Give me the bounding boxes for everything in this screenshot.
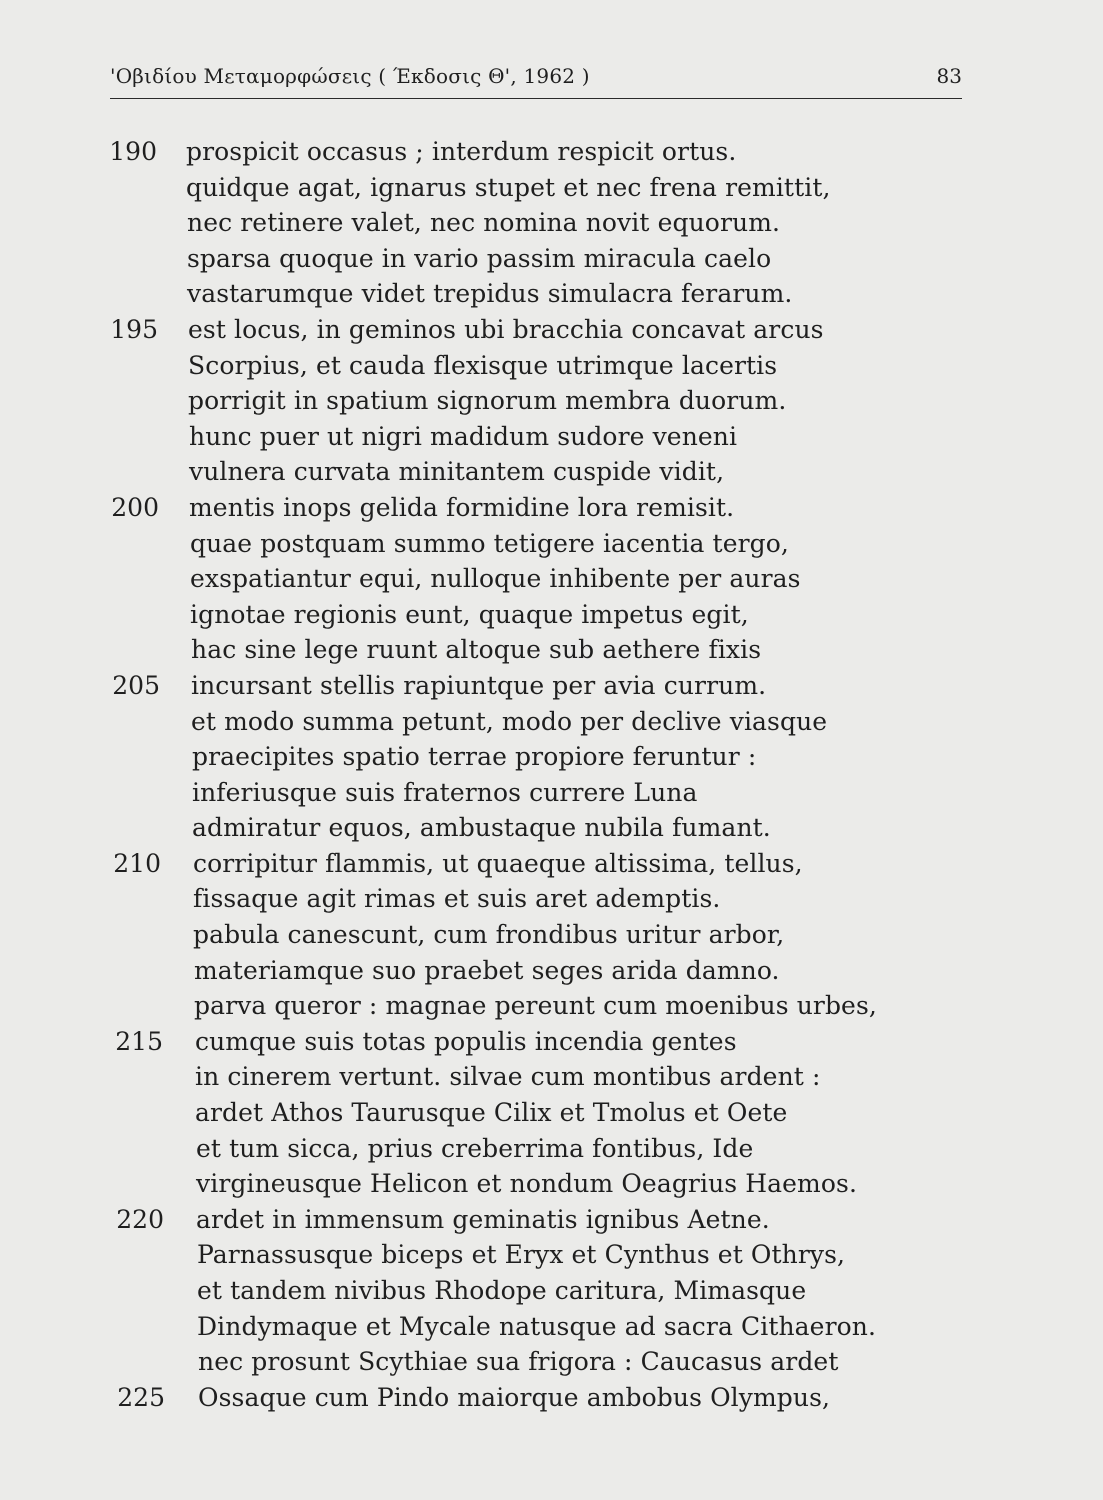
verse-text-line: Ossaque cum Pindo maiorque ambobus Olympus, xyxy=(198,1382,831,1412)
verse-line xyxy=(0,917,1103,953)
verse-line xyxy=(0,276,1103,312)
verse-line xyxy=(0,1344,1103,1380)
verse-text-line: incursant stellis rapiuntque per avia currum. xyxy=(191,670,767,700)
verse-line xyxy=(0,953,1103,989)
verse-text-line: admiratur equos, ambustaque nubila fumant. xyxy=(192,813,771,843)
verse-line xyxy=(0,775,1103,811)
verse-text-line: virgineusque Helicon et nondum Oeagrius Haemos. xyxy=(196,1169,857,1199)
verse-line xyxy=(0,348,1103,384)
verse-text-line: pabula canescunt, cum frondibus uritur arbor, xyxy=(193,920,785,950)
verse-text-line: ignotae regionis eunt, quaque impetus egit, xyxy=(190,599,749,629)
verse-text-line: Dindymaque et Mycale natusque ad sacra Cithaeron. xyxy=(197,1311,877,1341)
line-number: 205 xyxy=(112,670,160,700)
verse-text-line: et tandem nivibus Rhodope caritura, Mimasque xyxy=(197,1276,807,1305)
verse-line xyxy=(0,561,1103,597)
verse-text-line: mentis inops gelida formidine lora remisit. xyxy=(189,492,735,522)
verse-text-line: exspatiantur equi, nulloque inhibente per auras xyxy=(190,564,801,594)
verse-text-line: inferiusque suis fraternos currere Luna xyxy=(192,777,698,807)
verse-text-line: hac sine lege ruunt altoque sub aethere fixis xyxy=(191,635,762,665)
verse-line xyxy=(0,846,1103,882)
line-number: 190 xyxy=(109,137,157,166)
verse-text-line: nec retinere valet, nec nomina novit equorum. xyxy=(187,208,781,238)
verse-line xyxy=(0,988,1103,1024)
verse-line xyxy=(0,383,1103,419)
verse-line xyxy=(0,597,1103,633)
verse-text-line: materiamque suo praebet seges arida damno. xyxy=(194,955,780,985)
verse-line xyxy=(0,134,1103,170)
verse-text-line: et tum sicca, prius creberrima fontibus, Ide xyxy=(196,1133,754,1163)
verse-text-line: ardet in immensum geminatis ignibus Aetne. xyxy=(196,1204,770,1234)
header-title: 'Οβιδίου Μεταμορφώσεις ( Έκδοσις Θ', 1962 ) xyxy=(110,64,590,88)
verse-text-line: quidque agat, ignarus stupet et nec frena remittit, xyxy=(186,172,831,202)
verse-text-line: Scorpius, et cauda flexisque utrimque lacertis xyxy=(188,350,778,380)
verse-text-line: cumque suis totas populis incendia gentes xyxy=(195,1026,737,1056)
verse-text-line: corripitur flammis, ut quaeque altissima, tellus, xyxy=(193,848,803,878)
verse-text-line: porrigit in spatium signorum membra duorum. xyxy=(188,386,787,416)
verse-line xyxy=(0,1273,1103,1309)
line-number: 200 xyxy=(111,492,159,522)
verse-line xyxy=(0,170,1103,206)
verse-line xyxy=(0,739,1103,775)
verse-text-line: quae postquam summo tetigere iacentia tergo, xyxy=(190,528,789,558)
line-number: 215 xyxy=(115,1026,163,1056)
verse-text-line: parva queror : magnae pereunt cum moenibus urbes, xyxy=(194,991,877,1021)
line-number: 195 xyxy=(110,314,158,344)
verse-text-line: sparsa quoque in vario passim miracula caelo xyxy=(187,243,772,273)
verse-line xyxy=(0,1237,1103,1273)
line-number: 210 xyxy=(113,848,161,878)
verse-line xyxy=(0,632,1103,668)
verse-text-line: ardet Athos Taurusque Cilix et Tmolus et Oete xyxy=(195,1098,788,1128)
verse-line xyxy=(0,1095,1103,1131)
verse-line xyxy=(0,241,1103,277)
running-header xyxy=(110,62,962,99)
verse-line xyxy=(0,205,1103,241)
verse-line xyxy=(0,1202,1103,1238)
verse-line xyxy=(0,1380,1103,1416)
verse-line xyxy=(0,1166,1103,1202)
verse-line xyxy=(0,490,1103,526)
line-number: 225 xyxy=(117,1382,165,1412)
verse-line xyxy=(0,1024,1103,1060)
verse-text-line: in cinerem vertunt. silvae cum montibus ardent : xyxy=(195,1062,821,1092)
verse-text-line: hunc puer ut nigri madidum sudore veneni xyxy=(189,421,738,451)
verse-line xyxy=(0,454,1103,490)
line-number: 220 xyxy=(116,1204,164,1234)
verse-text-line: prospicit occasus ; interdum respicit ortus. xyxy=(186,137,737,166)
verse-line xyxy=(0,810,1103,846)
verse-text-line: fissaque agit rimas et suis aret ademptis. xyxy=(193,884,721,914)
verse-text xyxy=(0,134,1103,1415)
verse-line xyxy=(0,1309,1103,1345)
verse-line xyxy=(0,419,1103,455)
verse-text-line: nec prosunt Scythiae sua frigora : Caucasus ardet xyxy=(198,1347,839,1377)
verse-text-line: Parnassusque biceps et Eryx et Cynthus et Othrys, xyxy=(197,1240,846,1270)
verse-text-line: et modo summa petunt, modo per declive viasque xyxy=(191,706,828,736)
page-number: 83 xyxy=(936,64,962,88)
verse-line xyxy=(0,668,1103,704)
verse-text-line: vastarumque videt trepidus simulacra ferarum. xyxy=(187,279,793,309)
verse-text-line: est locus, in geminos ubi bracchia concavat arcus xyxy=(188,314,824,344)
verse-line xyxy=(0,312,1103,348)
verse-line xyxy=(0,704,1103,740)
verse-line xyxy=(0,881,1103,917)
verse-line xyxy=(0,526,1103,562)
verse-line xyxy=(0,1131,1103,1167)
verse-line xyxy=(0,1059,1103,1095)
verse-text-line: praecipites spatio terrae propiore feruntur : xyxy=(192,742,757,772)
verse-text-line: vulnera curvata minitantem cuspide vidit, xyxy=(189,457,725,487)
